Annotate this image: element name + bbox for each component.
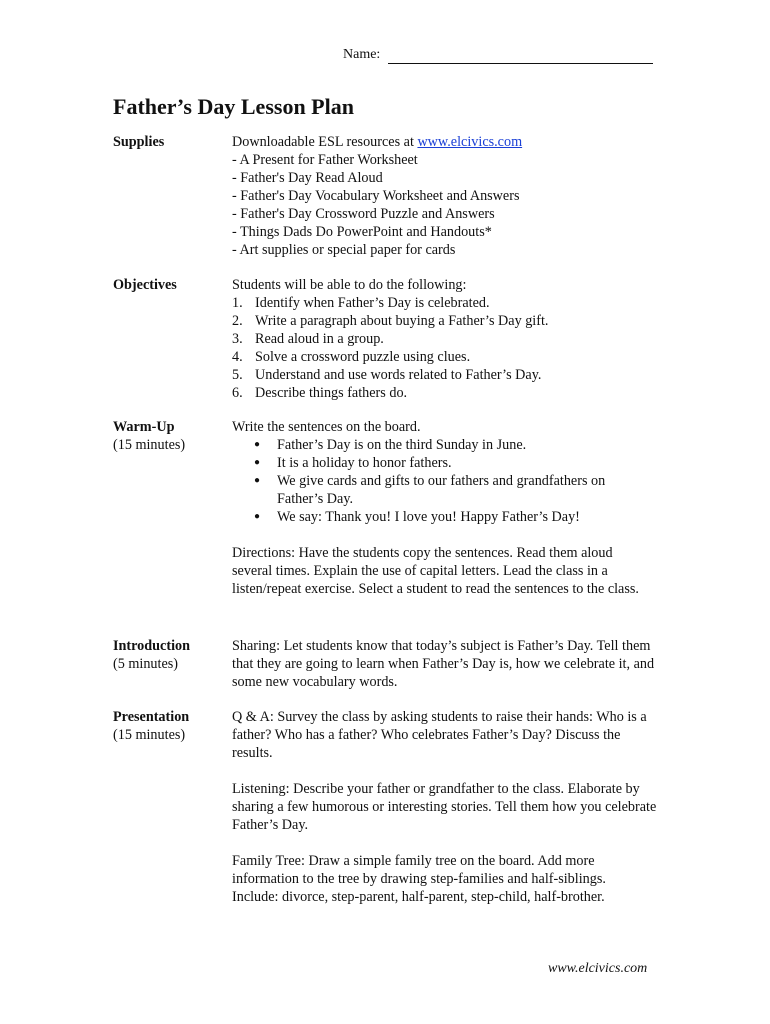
warmup-duration: (15 minutes) — [113, 437, 186, 453]
page-title: Father’s Day Lesson Plan — [113, 94, 354, 119]
footer-url: www.elcivics.com — [548, 961, 648, 976]
list-item: ● We give cards and gifts to our fathers and grandfathers on Father’s Day. — [254, 473, 606, 507]
presentation-label: Presentation — [113, 709, 190, 725]
elcivics-link[interactable]: www.elcivics.com — [417, 134, 523, 150]
list-item: 4. Solve a crossword puzzle using clues. — [232, 349, 471, 365]
supply-item: - Father's Day Vocabulary Worksheet and Answers — [232, 188, 520, 204]
list-item: ● It is a holiday to honor fathers. — [254, 455, 452, 471]
list-item: 1. Identify when Father’s Day is celebrated. — [232, 295, 490, 311]
bullet-icon: ● — [254, 439, 261, 450]
name-label: Name: — [343, 47, 381, 62]
warmup-directions: Directions: Have the students copy the sentences. Read them aloud several times. Explain the use of capital letters. Lead the class in a listen/repeat exercise. Select a student to read the sentences to the class. — [232, 545, 639, 597]
supply-item: - Art supplies or special paper for cards — [232, 242, 456, 258]
objectives-label: Objectives — [113, 277, 177, 293]
supplies-label: Supplies — [113, 134, 165, 150]
list-item: 6. Describe things fathers do. — [232, 385, 408, 401]
supply-item: - A Present for Father Worksheet — [232, 152, 418, 168]
introduction-text: Sharing: Let students know that today’s subject is Father’s Day. Tell them that they are going to learn when Father’s Day is, how we celebrate it, and some new vocabulary words. — [232, 638, 655, 690]
supply-item: - Things Dads Do PowerPoint and Handouts* — [232, 224, 492, 240]
list-item: ● Father’s Day is on the third Sunday in June. — [254, 437, 527, 453]
list-item: 3. Read aloud in a group. — [232, 331, 384, 347]
warmup-label: Warm-Up — [113, 419, 175, 435]
warmup-intro: Write the sentences on the board. — [232, 419, 421, 435]
presentation-listening: Listening: Describe your father or grandfather to the class. Elaborate by sharing a few humorous or interesting stories. Tell them how you celebrate Father’s Day. — [232, 781, 657, 833]
introduction-duration: (5 minutes) — [113, 656, 179, 672]
objectives-intro: Students will be able to do the following: — [232, 277, 467, 293]
objectives-list — [232, 294, 672, 402]
supplies-intro: Downloadable ESL resources at www.elcivics.com — [232, 134, 523, 150]
presentation-family-tree: Family Tree: Draw a simple family tree on the board. Add more information to the tree by drawing step-families and half-siblings. Include: divorce, step-parent, half-parent, step-child, half-brother. — [232, 853, 606, 905]
bullet-icon: ● — [254, 475, 261, 486]
list-item: ● We say: Thank you! I love you! Happy Father’s Day! — [254, 509, 580, 525]
warmup-bullets — [232, 436, 672, 526]
presentation-qa: Q & A: Survey the class by asking students to raise their hands: Who is a father? Who has a father? Who celebrates Father’s Day? Discuss the results. — [232, 709, 647, 761]
introduction-label: Introduction — [113, 638, 190, 654]
list-item: 5. Understand and use words related to Father’s Day. — [232, 367, 542, 383]
name-blank-line — [388, 49, 653, 64]
supply-item: - Father's Day Read Aloud — [232, 170, 383, 186]
supply-item: - Father's Day Crossword Puzzle and Answers — [232, 206, 495, 222]
presentation-duration: (15 minutes) — [113, 727, 186, 743]
name-field — [343, 46, 653, 64]
bullet-icon: ● — [254, 511, 261, 522]
bullet-icon: ● — [254, 457, 261, 468]
list-item: 2. Write a paragraph about buying a Father’s Day gift. — [232, 313, 549, 329]
